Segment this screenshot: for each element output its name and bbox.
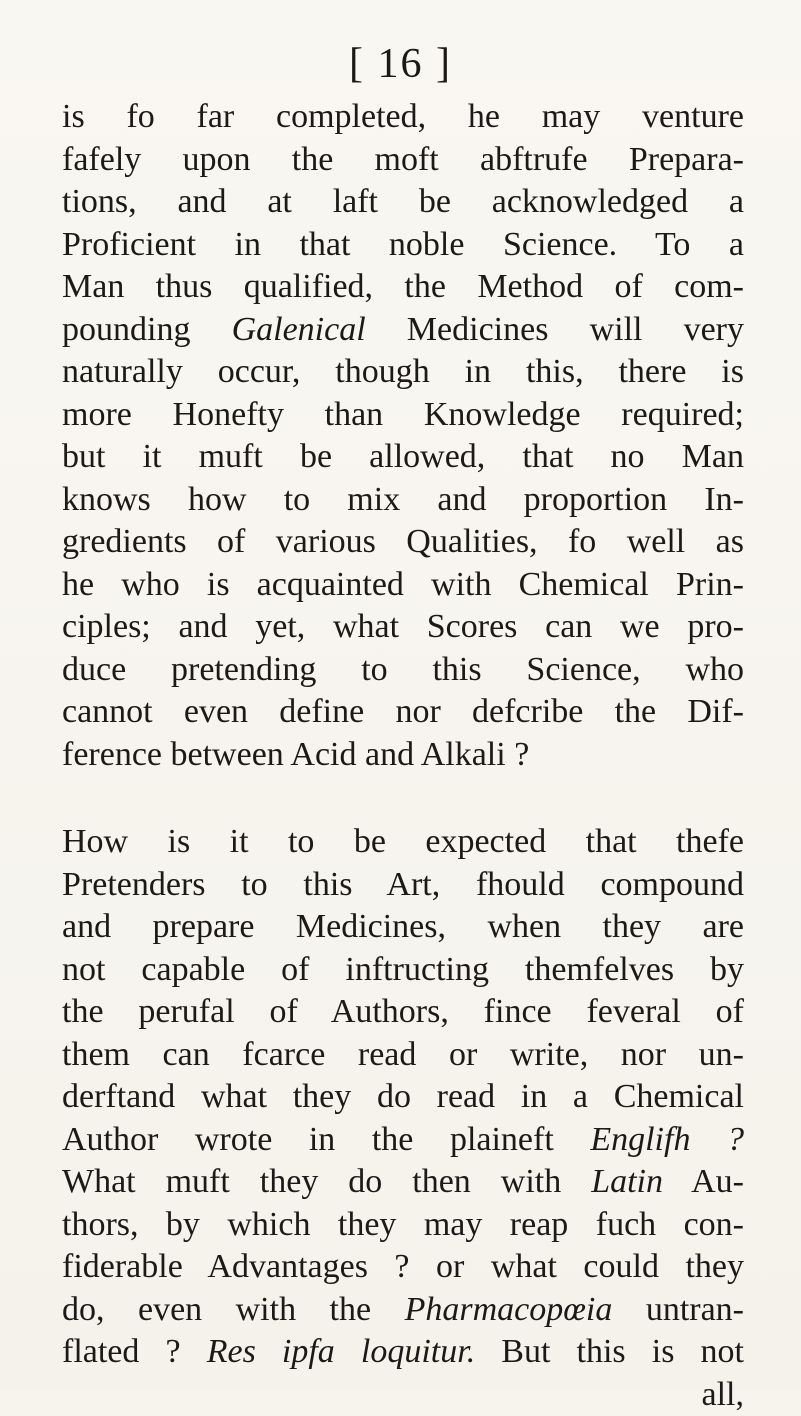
text-line: derftand what they do read in a Chemical: [62, 1076, 744, 1119]
body-text: [62, 96, 744, 1416]
text-line: and prepare Medicines, when they are: [62, 906, 744, 949]
text-line: duce pretending to this Science, who: [62, 649, 744, 692]
text-line: is fo far completed, he may venture: [62, 96, 744, 139]
text-line: but it muft be allowed, that no Man: [62, 436, 744, 479]
page-number: [ 16 ]: [0, 40, 801, 88]
text-line: he who is acquainted with Chemical Prin-: [62, 564, 744, 607]
text-line: How is it to be expected that thefe: [62, 821, 744, 864]
text-line: tions, and at laft be acknowledged a: [62, 181, 744, 224]
text-line: [62, 1331, 744, 1374]
text-line: them can fcarce read or write, nor un-: [62, 1034, 744, 1077]
text-line: fiderable Advantages ? or what could they: [62, 1246, 744, 1289]
text-run: do, even with the: [62, 1291, 405, 1328]
text-line: fafely upon the moft abftrufe Prepara-: [62, 139, 744, 182]
text-line: [62, 1119, 744, 1162]
italic-word: Galenical: [232, 311, 366, 348]
text-line: gredients of various Qualities, fo well as: [62, 521, 744, 564]
italic-word: Latin: [591, 1163, 663, 1200]
text-run: Au-: [663, 1163, 744, 1200]
text-line: [62, 1289, 744, 1332]
text-run: Medicines will very: [366, 311, 744, 348]
italic-word: Englifh ?: [590, 1121, 744, 1158]
paragraph-gap: [62, 776, 744, 821]
text-line: thors, by which they may reap fuch con-: [62, 1204, 744, 1247]
text-line: the perufal of Authors, fince feveral of: [62, 991, 744, 1034]
italic-word: Res ipfa loquitur.: [207, 1333, 476, 1370]
text-line: naturally occur, though in this, there is: [62, 351, 744, 394]
text-run: pounding: [62, 311, 232, 348]
text-line: [62, 1161, 744, 1204]
text-run: Author wrote in the plaineft: [62, 1121, 590, 1158]
text-run: flated ?: [62, 1333, 207, 1370]
text-line: Man thus qualified, the Method of com-: [62, 266, 744, 309]
paragraph-1: [62, 96, 744, 776]
text-line: Proficient in that noble Science. To a: [62, 224, 744, 267]
text-line: more Honefty than Knowledge required;: [62, 394, 744, 437]
text-line: not capable of inftructing themfelves by: [62, 949, 744, 992]
text-line: knows how to mix and proportion In-: [62, 479, 744, 522]
text-run: What muft they do then with: [62, 1163, 591, 1200]
text-line: Pretenders to this Art, fhould compound: [62, 864, 744, 907]
text-line: ciples; and yet, what Scores can we pro-: [62, 606, 744, 649]
italic-word: Pharmacopœia: [405, 1291, 613, 1328]
text-line: cannot even define nor defcribe the Dif-: [62, 691, 744, 734]
text-line: ference between Acid and Alkali ?: [62, 734, 744, 777]
paragraph-2: [62, 821, 744, 1416]
text-line: [62, 309, 744, 352]
catchword: all,: [62, 1374, 744, 1416]
text-run: untran-: [612, 1291, 744, 1328]
text-run: But this is not: [475, 1333, 744, 1370]
